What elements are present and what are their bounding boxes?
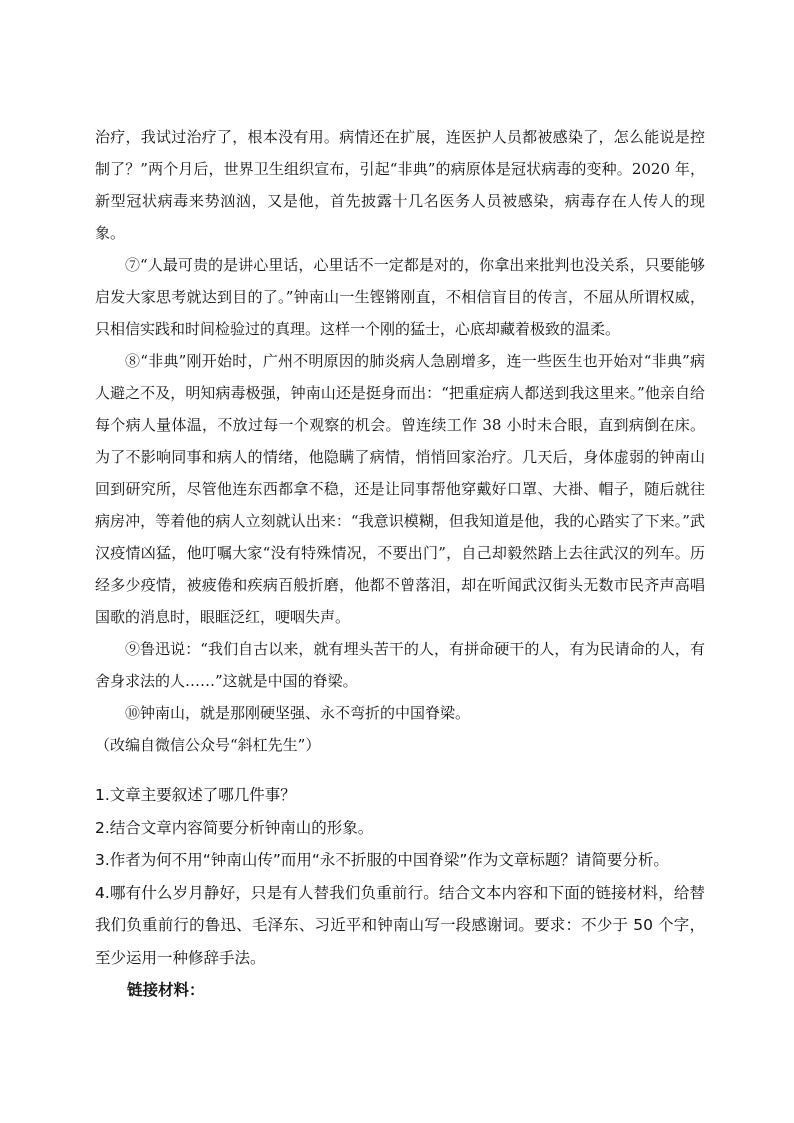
source-citation: （改编自微信公众号“斜杠先生”） bbox=[95, 736, 321, 754]
question-4: 4.哪有什么岁月静好，只是有人替我们负重前行。结合文本内容和下面的链接材料，给替我们负重前行的鲁迅、毛泽东、习近平和钟南山写一段感谢词。要求：不少于 50 个字，至少运用一种修辞手法。 bbox=[95, 883, 705, 967]
link-materials-heading: 链接材料： bbox=[127, 980, 205, 999]
question-1: 1.文章主要叙述了哪几件事？ bbox=[95, 786, 296, 804]
questions-section bbox=[95, 779, 705, 1007]
paragraph-7: ⑦“人最可贵的是讲心里话，心里话不一定都是对的，你拿出来批判也没关系，只要能够启发大家思考就达到目的了。”钟南山一生铿锵刚直，不相信盲目的传言，不屈从所谓权威，只相信实践和时间检验过的真理。这样一个刚的猛士，心底却藏着极致的温柔。 bbox=[95, 256, 705, 338]
paragraph-6-continued: 治疗，我试过治疗了，根本没有用。病情还在扩展，连医护人员都被感染了，怎么能说是控制了？”两个月后，世界卫生组织宣布，引起“非典”的病原体是冠状病毒的变种。2020 年，新型冠状病毒来势汹汹，又是他，首先披露十几名医务人员被感染，病毒存在人传人的现象。 bbox=[95, 128, 705, 242]
paragraph-10: ⑩钟南山，就是那刚硬坚强、永不弯折的中国脊梁。 bbox=[125, 704, 471, 722]
reading-passage bbox=[95, 121, 705, 761]
question-2: 2.结合文章内容简要分析钟南山的形象。 bbox=[95, 818, 374, 837]
paragraph-9: ⑨鲁迅说：“我们自古以来，就有埋头苦干的人，有拼命硬干的人，有为民请命的人，有舍身求法的人……”这就是中国的脊梁。 bbox=[95, 640, 705, 690]
paragraph-8: ⑧“非典”刚开始时，广州不明原因的肺炎病人急剧增多，连一些医生也开始对“非典”病人避之不及，明知病毒极强，钟南山还是挺身而出：“把重症病人都送到我这里来。”他亲自给每个病人量体温，不放过每一个观察的机会。曾连续工作 38 小时未合眼，直到病倒在床。为了不影响同事和病人的情绪，他隐瞒了病情，悄悄回家治疗。几天后，身体虚弱的钟南山回到研究所，尽管他连东西都拿不稳，还是让同事帮他穿戴好口罩、大褂、帽子，随后就往病房冲，等着他的病人立刻就认出来：“我意识模糊，但我知道是他，我的心踏实了下来。”武汉疫情凶猛，他叮嘱大家“没有特殊情况，不要出门”，自己却毅然踏上去往武汉的列车。历经多少疫情，被疲倦和疾病百般折磨，他都不曾落泪，却在听闻武汉街头无数市民齐声高唱国歌的消息时，眼眶泛红，哽咽失声。 bbox=[95, 352, 705, 626]
question-3: 3.作者为何不用“钟南山传”而用“永不折服的中国脊梁”作为文章标题？请简要分析。 bbox=[95, 851, 669, 869]
